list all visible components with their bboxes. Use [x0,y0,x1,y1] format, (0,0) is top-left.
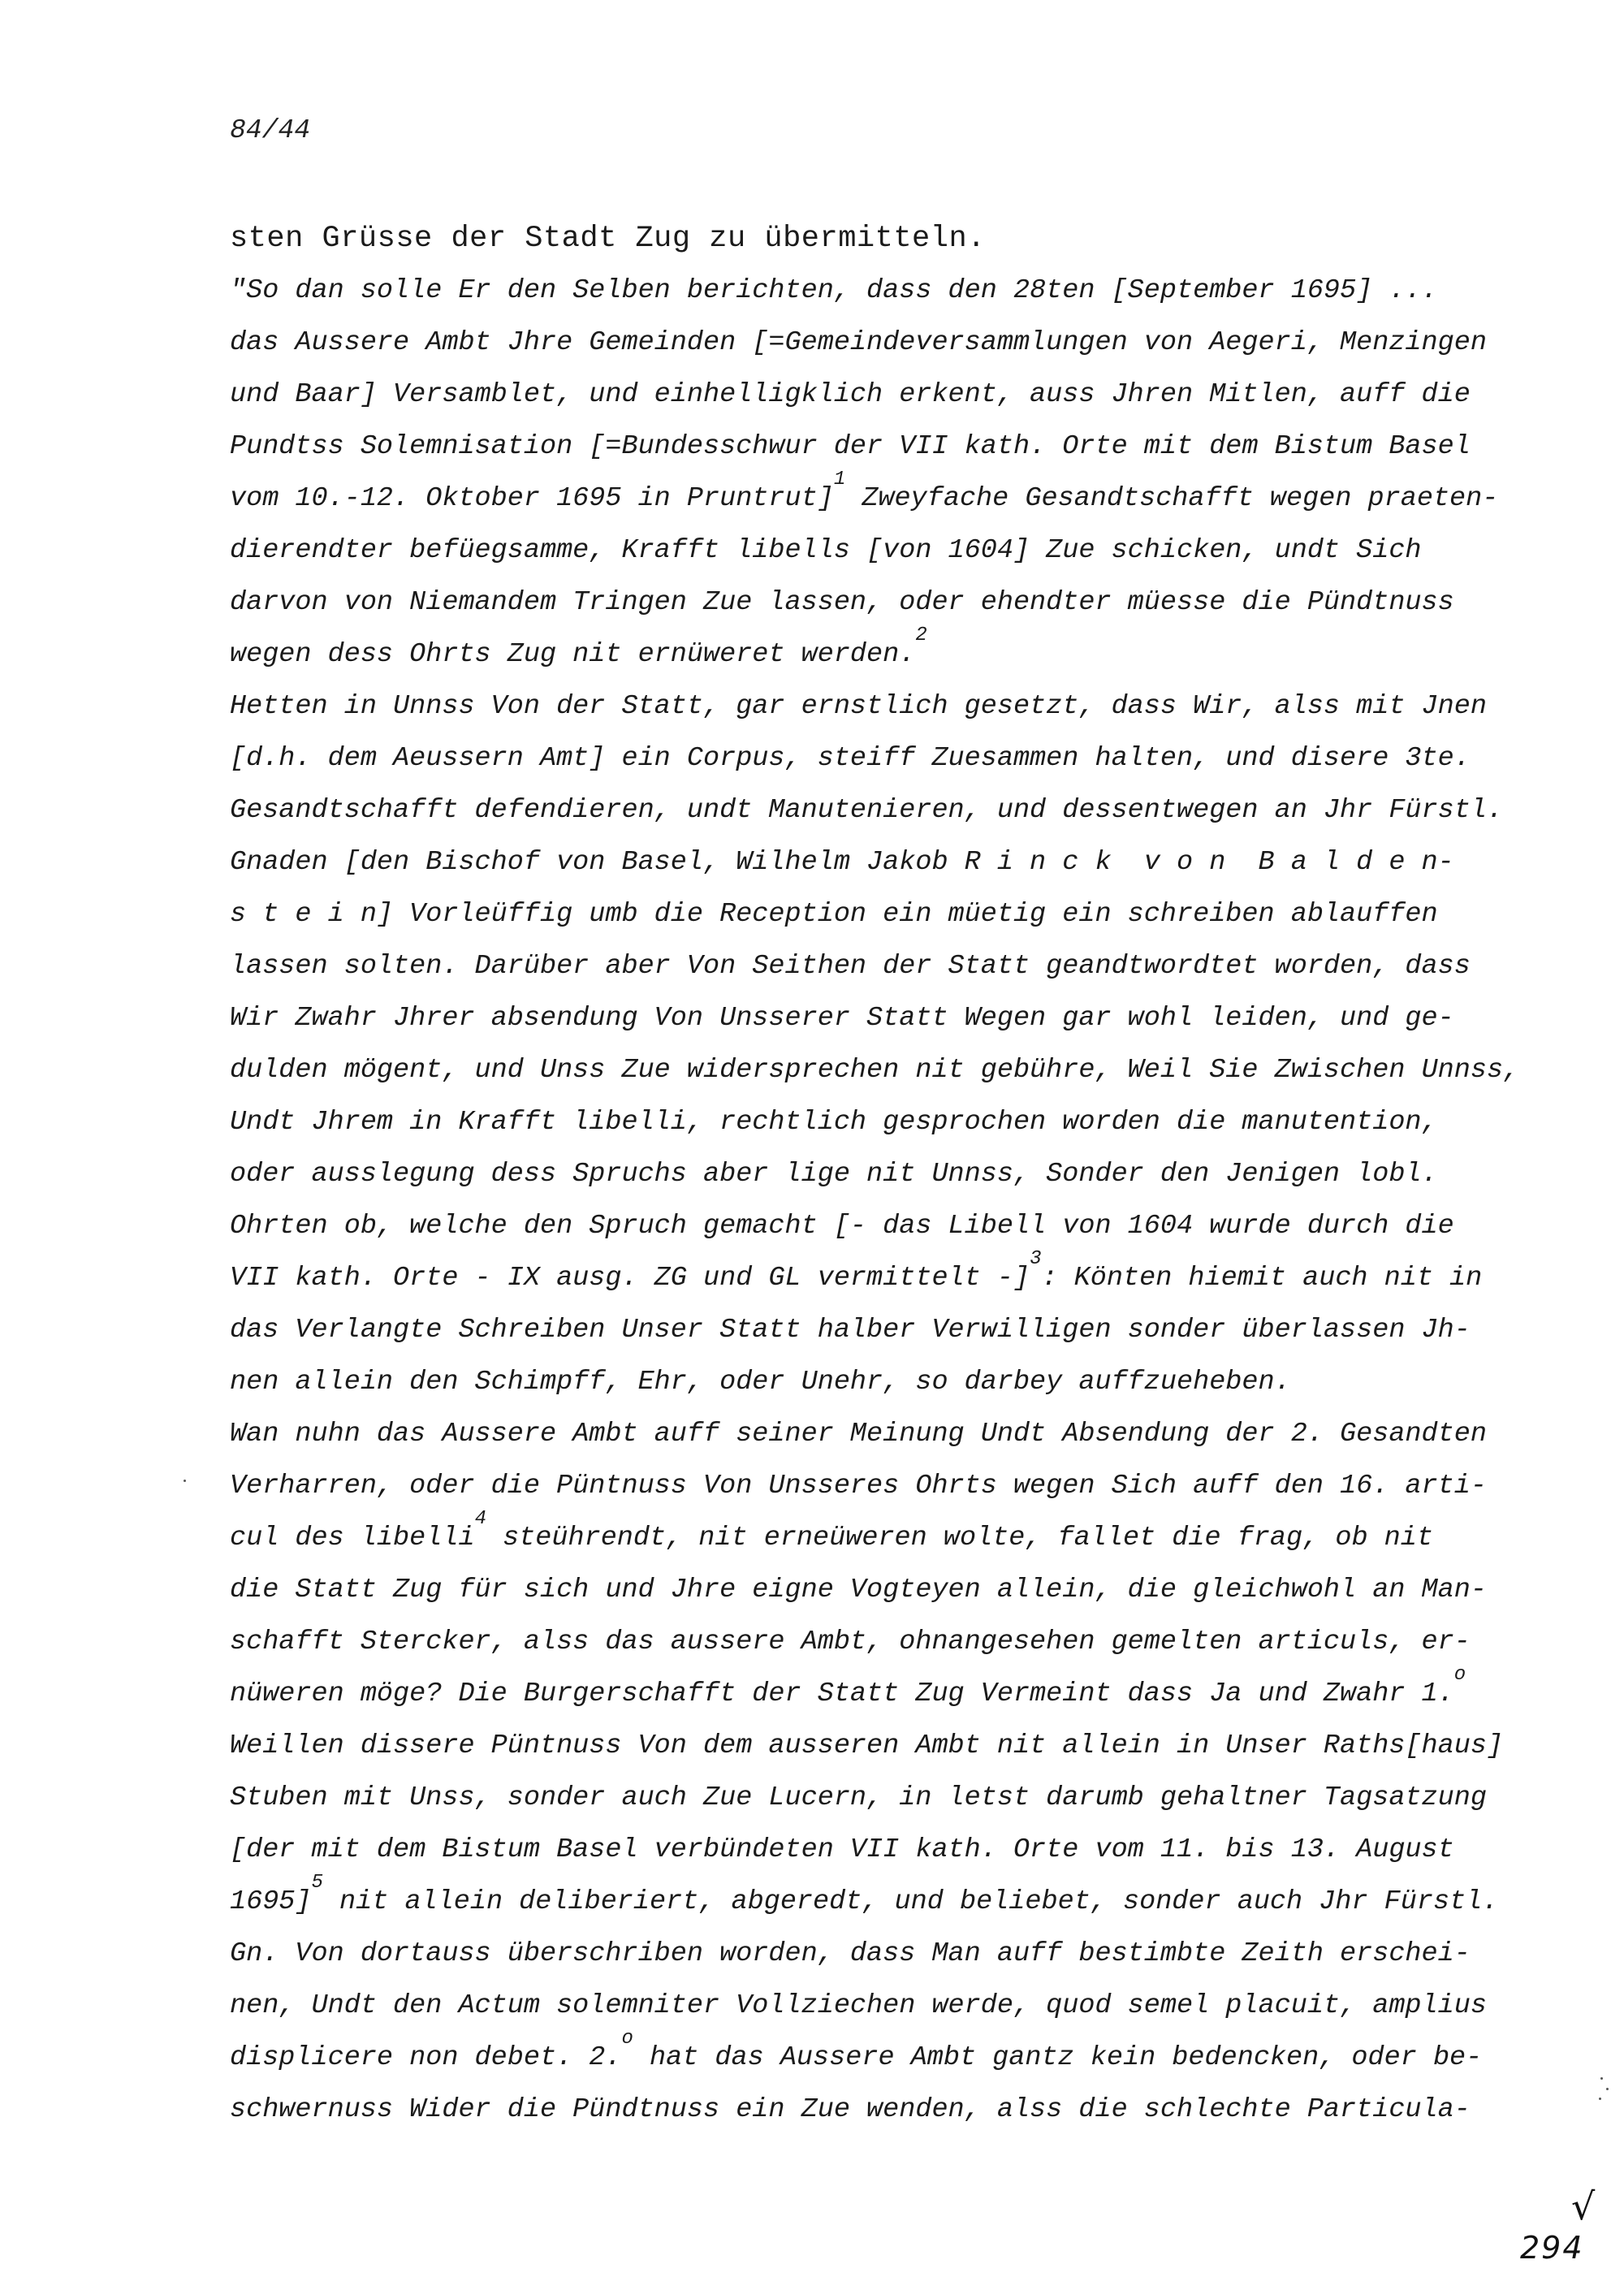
page-header-number: 84/44 [230,115,311,145]
text-line [230,577,1545,629]
footnote-marker: o [621,2028,633,2050]
line-text: steührendt, nit erneüweren wolte, fallet die frag, ob nit [486,1523,1433,1553]
line-text: schafft Stercker, alss das aussere Ambt, ohnangesehen gemelten articuls, er- [230,1627,1471,1657]
footnote-marker: 5 [311,1872,323,1894]
line-text: oder ausslegung dess Spruchs aber lige nit Unnss, Sonder den Jenigen lobl. [230,1159,1438,1190]
text-line [230,732,1545,784]
line-text: hat das Aussere Ambt gantz kein bedencken, oder be- [633,2042,1483,2073]
scan-speck [1600,2077,1603,2080]
text-line [230,1044,1545,1096]
footnote-marker: 4 [474,1508,486,1530]
scan-speck [184,1480,186,1482]
line-text: Undt Jhrem in Krafft libelli, rechtlich gesprochen worden die manutention, [230,1107,1438,1138]
line-text: Verharren, oder die Püntnuss Von Unsseres Ohrts wegen Sich auff den 16. arti- [230,1471,1487,1501]
line-text: Ohrten ob, welche den Spruch gemacht [- das Libell von 1604 wurde durch die [230,1211,1454,1242]
line-text: dulden mögent, und Unss Zue widersprechen nit gebühre, Weil Sie Zwischen Unnss, [230,1055,1520,1086]
line-text: nit allein deliberiert, abgeredt, und beliebet, sonder auch Jhr Fürstl. [322,1886,1499,1917]
line-text: [d.h. dem Aeussern Amt] ein Corpus, steiff Zuesammen halten, und disere 3te. [230,743,1471,774]
text-line [230,421,1545,473]
text-line [230,1096,1545,1148]
line-text: [der mit dem Bistum Basel verbündeten VII kath. Orte vom 11. bis 13. August [230,1834,1454,1865]
line-text: VII kath. Orte - IX ausg. ZG und GL vermittelt -] [230,1263,1030,1294]
text-line [230,2084,1545,2136]
line-text: nen allein den Schimpff, Ehr, oder Unehr, so darbey auffzueheben. [230,1367,1291,1398]
text-line [230,624,1545,681]
text-line [230,2028,1545,2084]
footnote-marker: 3 [1030,1248,1042,1270]
text-line [230,1564,1545,1616]
text-line [230,1508,1545,1564]
handwritten-folio-number: 294 [1520,2230,1584,2266]
line-text: 1695] [230,1886,312,1917]
line-text: Gnaden [den Bischof von Basel, Wilhelm Jakob R i n c k v o n B a l d e n- [230,847,1454,878]
line-text: Hetten in Unnss Von der Statt, gar ernstlich gesetzt, dass Wir, alss mit Jnen [230,691,1487,722]
scan-speck [1606,2088,1609,2090]
text-line [230,369,1545,421]
line-text: vom 10.-12. Oktober 1695 in Pruntrut] [230,483,834,514]
text-line [230,1872,1545,1928]
text-line [230,213,1545,265]
line-text: Weillen dissere Püntnuss Von dem ausseren Ambt nit allein in Unser Raths[haus] [230,1730,1504,1761]
line-text: Wan nuhn das Aussere Ambt auff seiner Meinung Undt Absendung der 2. Gesandten [230,1419,1487,1450]
handwritten-check-mark: √ [1571,2184,1596,2228]
text-line [230,1460,1545,1512]
text-line [230,1148,1545,1200]
text-line [230,1980,1545,2032]
text-line [230,265,1545,317]
text-line [230,1616,1545,1668]
text-line [230,1664,1545,1720]
text-line [230,1928,1545,1980]
line-text: displicere non debet. 2. [230,2042,622,2073]
text-line [230,992,1545,1044]
text-line [230,1720,1545,1772]
footnote-marker: 2 [915,624,927,646]
line-text: und Baar] Versamblet, und einhelligklich erkent, auss Jhren Mitlen, auff die [230,379,1471,410]
line-text: : Könten hiemit auch nit in [1041,1263,1483,1294]
body-text [230,213,1545,2136]
footnote-marker: o [1453,1664,1466,1686]
line-text: darvon von Niemandem Tringen Zue lassen, oder ehendter müesse die Pündtnuss [230,587,1454,618]
line-text: die Statt Zug für sich und Jhre eigne Vogteyen allein, die gleichwohl an Man- [230,1575,1487,1605]
text-line [230,1248,1545,1304]
text-line [230,317,1545,369]
text-line [230,469,1545,525]
line-text: lassen solten. Darüber aber Von Seithen der Statt geandtwordtet worden, dass [230,951,1471,982]
text-line [230,1408,1545,1460]
text-line [230,888,1545,940]
text-line [230,940,1545,992]
line-text: das Verlangte Schreiben Unser Statt halber Verwilligen sonder überlassen Jh- [230,1315,1471,1346]
line-text: Stuben mit Unss, sonder auch Zue Lucern, in letst darumb gehaltner Tagsatzung [230,1782,1487,1813]
line-text: Zweyfache Gesandtschafft wegen praeten- [845,483,1499,514]
scan-speck [1599,2098,1601,2100]
text-line [230,1200,1545,1252]
line-text: "So dan solle Er den Selben berichten, dass den 28ten [September 1695] ... [230,275,1438,306]
line-text: wegen dess Ohrts Zug nit ernüweret werden. [230,639,916,670]
line-text: Gesandtschafft defendieren, undt Manutenieren, und dessentwegen an Jhr Fürstl. [230,795,1504,826]
text-line [230,1356,1545,1408]
text-line [230,1824,1545,1876]
text-line [230,836,1545,888]
line-text: sten Grüsse der Stadt Zug zu übermitteln. [230,222,986,256]
text-line [230,525,1545,577]
line-text: dierendter befüegsamme, Krafft libells [von 1604] Zue schicken, undt Sich [230,535,1422,566]
text-line [230,681,1545,732]
line-text: Gn. Von dortauss überschriben worden, dass Man auff bestimbte Zeith erschei- [230,1938,1471,1969]
line-text: nen, Undt den Actum solemniter Vollziechen werde, quod semel placuit, amplius [230,1990,1487,2021]
line-text: schwernuss Wider die Pündtnuss ein Zue wenden, alss die schlechte Particula- [230,2094,1471,2125]
line-text: Pundtss Solemnisation [=Bundesschwur der VII kath. Orte mit dem Bistum Basel [230,431,1471,462]
text-line [230,784,1545,836]
line-text: Wir Zwahr Jhrer absendung Von Unsserer Statt Wegen gar wohl leiden, und ge- [230,1003,1454,1034]
footnote-marker: 1 [833,469,846,490]
text-line [230,1304,1545,1356]
line-text: cul des libelli [230,1523,475,1553]
text-line [230,1772,1545,1824]
line-text: nüweren möge? Die Burgerschafft der Statt Zug Vermeint dass Ja und Zwahr 1. [230,1679,1454,1709]
line-text: s t e i n] Vorleüffig umb die Reception ein müetig ein schreiben ablauffen [230,899,1438,930]
line-text: das Aussere Ambt Jhre Gemeinden [=Gemeindeversammlungen von Aegeri, Menzingen [230,327,1487,358]
